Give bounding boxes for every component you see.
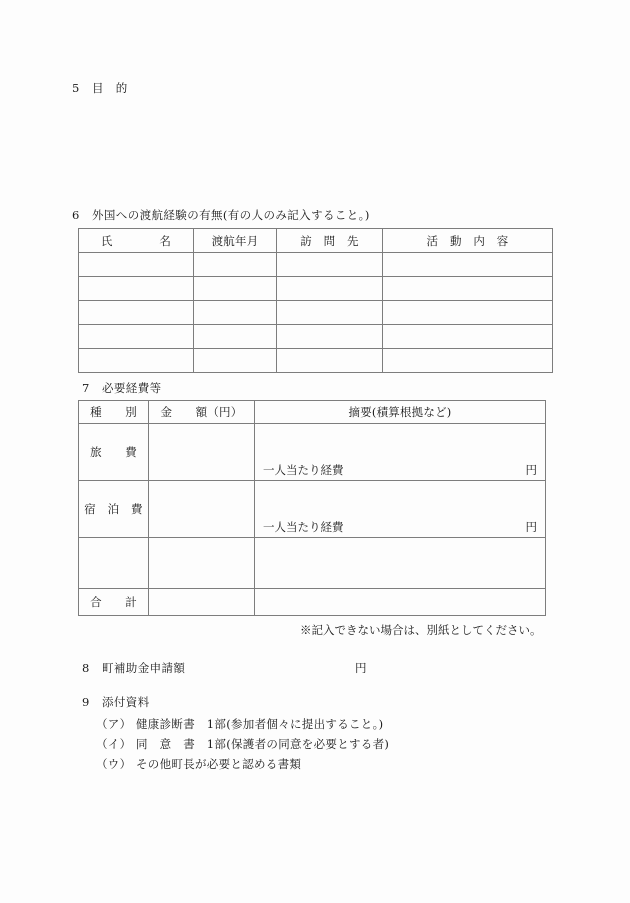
cell-amount[interactable] — [149, 481, 255, 538]
attachment-marker-c: （ウ） — [96, 757, 132, 771]
cell-category: 旅 費 — [79, 424, 149, 481]
section-7-heading — [82, 380, 162, 396]
cell-category: 宿 泊 費 — [79, 481, 149, 538]
column-header-category: 種 別 — [79, 401, 149, 424]
section-7-title: 必要経費等 — [102, 381, 162, 395]
attachment-item-a — [96, 716, 383, 732]
cell-name[interactable] — [79, 325, 194, 349]
cell-name[interactable] — [79, 253, 194, 277]
cell-destination[interactable] — [277, 253, 383, 277]
attachment-item-b — [96, 736, 389, 752]
attachment-text-a: 健康診断書 1部(参加者個々に提出すること。) — [136, 717, 384, 731]
table-header-row — [79, 229, 553, 253]
cell-amount[interactable] — [149, 424, 255, 481]
column-header-activity: 活 動 内 容 — [383, 229, 553, 253]
section-6-heading — [72, 207, 370, 223]
attachment-text-b: 同 意 書 1部(保護者の同意を必要とする者) — [136, 737, 390, 751]
per-person-cost-line — [263, 462, 537, 478]
expenses-body — [79, 424, 546, 616]
cell-remarks[interactable] — [255, 481, 546, 538]
table-row — [79, 325, 553, 349]
cell-remarks[interactable] — [255, 424, 546, 481]
section-9-title: 添付資料 — [102, 695, 150, 709]
table-row — [79, 349, 553, 373]
cell-activity[interactable] — [383, 277, 553, 301]
section-6-number: 6 — [72, 208, 80, 222]
table-row-other-expense — [79, 538, 546, 589]
expenses-table — [78, 400, 546, 616]
section-5-title: 目 的 — [92, 81, 128, 95]
cell-total-amount[interactable] — [149, 589, 255, 616]
section-8-number: 8 — [82, 661, 90, 675]
cell-activity[interactable] — [383, 349, 553, 373]
cell-destination[interactable] — [277, 325, 383, 349]
column-header-remarks: 摘要(積算根拠など) — [255, 401, 546, 424]
attachment-marker-b: （イ） — [96, 737, 132, 751]
cell-name[interactable] — [79, 301, 194, 325]
cell-destination[interactable] — [277, 277, 383, 301]
table-row — [79, 301, 553, 325]
cell-destination[interactable] — [277, 301, 383, 325]
column-header-travel-date: 渡航年月 — [194, 229, 277, 253]
per-person-cost-label: 一人当たり経費 — [263, 463, 344, 477]
per-person-cost-line — [263, 519, 537, 535]
section-8-title: 町補助金申請額 — [102, 661, 186, 675]
cell-activity[interactable] — [383, 325, 553, 349]
per-person-cost-unit: 円 — [525, 520, 537, 534]
cell-category[interactable] — [79, 538, 149, 589]
cell-travel-date[interactable] — [194, 277, 277, 301]
cell-travel-date[interactable] — [194, 325, 277, 349]
section-9-number: 9 — [82, 695, 90, 709]
table-row-travel-expense — [79, 424, 546, 481]
travel-history-body — [79, 253, 553, 373]
section-5-number: 5 — [72, 81, 80, 95]
cell-amount[interactable] — [149, 538, 255, 589]
column-header-destination: 訪 問 先 — [277, 229, 383, 253]
cell-name[interactable] — [79, 349, 194, 373]
travel-history-table — [78, 228, 553, 373]
expenses-note: ※記入できない場合は、別紙としてください。 — [300, 623, 542, 637]
table-row-lodging-expense — [79, 481, 546, 538]
table-header-row — [79, 401, 546, 424]
cell-remarks[interactable] — [255, 538, 546, 589]
section-5-heading — [72, 80, 128, 96]
column-header-name: 氏 名 — [79, 229, 194, 253]
section-8-unit: 円 — [355, 661, 367, 675]
section-9-heading — [82, 694, 150, 710]
cell-activity[interactable] — [383, 301, 553, 325]
attachment-marker-a: （ア） — [96, 717, 132, 731]
cell-activity[interactable] — [383, 253, 553, 277]
cell-total-remarks[interactable] — [255, 589, 546, 616]
cell-destination[interactable] — [277, 349, 383, 373]
cell-total-label: 合 計 — [79, 589, 149, 616]
section-5-writing-area[interactable] — [78, 100, 552, 195]
attachment-text-c: その他町長が必要と認める書類 — [136, 757, 302, 771]
cell-name[interactable] — [79, 277, 194, 301]
section-6-title: 外国への渡航経験の有無(有の人のみ記入すること。) — [92, 208, 370, 222]
per-person-cost-label: 一人当たり経費 — [263, 520, 344, 534]
table-row — [79, 253, 553, 277]
section-7-number: 7 — [82, 381, 90, 395]
cell-travel-date[interactable] — [194, 253, 277, 277]
attachment-item-c — [96, 756, 301, 772]
per-person-cost-unit: 円 — [525, 463, 537, 477]
cell-travel-date[interactable] — [194, 301, 277, 325]
section-8-heading — [82, 660, 185, 676]
column-header-amount: 金 額（円） — [149, 401, 255, 424]
cell-travel-date[interactable] — [194, 349, 277, 373]
table-row — [79, 277, 553, 301]
table-row-total — [79, 589, 546, 616]
